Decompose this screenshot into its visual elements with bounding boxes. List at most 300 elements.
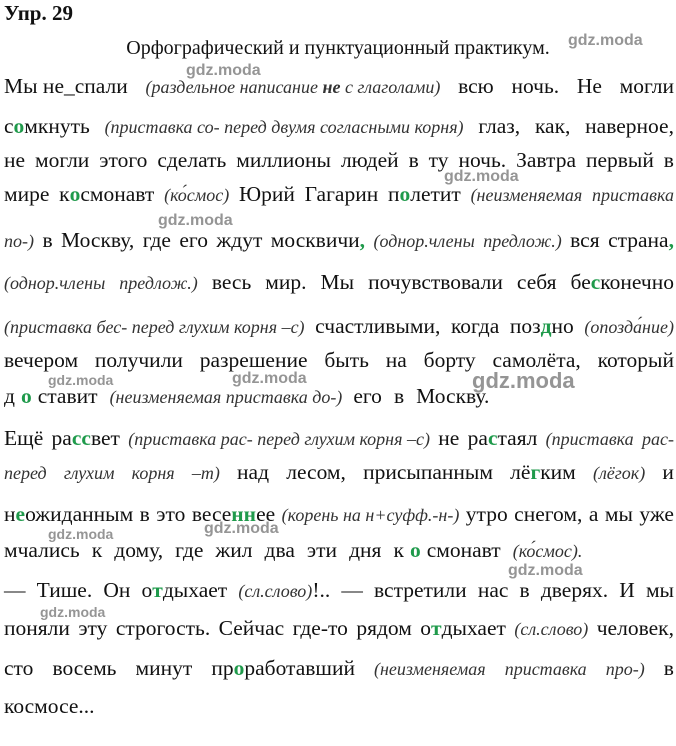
word: [374, 652, 486, 685]
grammar-note: (приставка бес- перед глухим корня –с): [4, 317, 305, 337]
word: [511, 70, 559, 103]
word-text: Не: [576, 74, 602, 98]
word: [99, 144, 147, 176]
word-text: дверях.: [540, 578, 609, 602]
watermark: gdz.moda: [508, 562, 583, 579]
word: [52, 652, 116, 685]
word: [589, 498, 599, 531]
text-line: [4, 224, 674, 257]
word-text: в: [519, 578, 530, 602]
word-text: страна: [608, 228, 669, 252]
highlighted-letter: о: [20, 384, 32, 408]
word-text: к: [393, 538, 404, 562]
word-text: жил: [215, 538, 253, 562]
word: [584, 310, 674, 343]
word: [119, 266, 198, 299]
highlighted-letter: с: [487, 426, 498, 450]
word: [315, 310, 440, 343]
word: [608, 224, 674, 257]
word: [64, 456, 115, 489]
word-text: ставит: [37, 384, 98, 408]
watermark: gdz.moda: [158, 212, 233, 229]
word-text: ра: [467, 426, 488, 450]
word: [4, 178, 49, 211]
word: [586, 144, 654, 176]
grammar-note: (неизменяемая: [374, 659, 486, 679]
word: [592, 178, 674, 211]
word-text: космосе...: [4, 694, 95, 718]
highlighted-letter: сс: [71, 426, 91, 450]
word: [639, 498, 674, 531]
word: [593, 456, 645, 489]
word-text: смонавт: [426, 538, 501, 562]
word: [142, 574, 228, 607]
word: [4, 690, 101, 722]
word: [37, 574, 93, 607]
word-text: !..: [312, 578, 331, 602]
word: [35, 144, 89, 176]
word-text: всю: [458, 74, 494, 98]
word: [293, 612, 348, 645]
word: [236, 144, 331, 176]
grammar-note: (неизменяемая приставка до-): [109, 387, 343, 407]
word-text: первый: [585, 148, 654, 172]
word-text: в: [408, 148, 419, 172]
word-text: мы: [604, 502, 633, 526]
word-text: бе: [570, 270, 591, 294]
word: [349, 534, 387, 567]
word-text: как,: [534, 114, 571, 138]
grammar-note: перед: [4, 463, 47, 483]
word: [598, 344, 674, 376]
word: [271, 224, 365, 257]
watermark: gdz.moda: [472, 368, 575, 393]
text-line: [4, 652, 674, 685]
word: [597, 612, 674, 645]
word-text: присыпанным: [363, 460, 493, 484]
watermark: gdz.moda: [444, 168, 519, 185]
word-text: ее: [256, 502, 276, 526]
word-text: Сейчас: [218, 616, 285, 640]
word-text: наверное,: [585, 114, 674, 138]
word: [132, 456, 175, 489]
word: [4, 110, 90, 143]
watermark: gdz.moda: [568, 32, 643, 49]
watermark: gdz.moda: [186, 62, 261, 79]
grammar-note: (лёгок): [592, 463, 646, 483]
highlighted-letter: о: [233, 656, 245, 680]
word-text: лё: [510, 460, 531, 484]
word-text: о: [420, 616, 432, 640]
text-line: [4, 456, 674, 489]
word-text: где: [142, 228, 171, 252]
word-text: могли: [619, 74, 674, 98]
word: [215, 534, 258, 567]
word-text: уже: [639, 502, 674, 526]
grammar-note: про-): [605, 659, 645, 679]
word: [438, 422, 459, 455]
word: [52, 422, 120, 455]
word-text: борту: [423, 348, 476, 372]
word-text: счастливыми,: [315, 314, 441, 338]
word: [466, 498, 508, 531]
word-text: два: [264, 538, 295, 562]
grammar-note: приставка: [591, 185, 674, 205]
word-text: людей: [340, 148, 399, 172]
word-text: ночь.: [511, 74, 560, 98]
word: [4, 652, 33, 685]
word: [341, 144, 399, 176]
word: [192, 456, 220, 489]
word-text: сделать: [157, 148, 227, 172]
word-text: —: [341, 578, 363, 602]
word-text: весь: [211, 270, 252, 294]
watermark: gdz.moda: [204, 520, 279, 537]
word: [517, 266, 557, 299]
word: [116, 612, 210, 645]
word: [4, 456, 47, 489]
word-text: весе: [191, 502, 232, 526]
word-text: в: [393, 384, 405, 408]
word-text: не: [438, 426, 460, 450]
word-text: разрешение: [199, 348, 308, 372]
word-text: получили: [94, 348, 183, 372]
word-text: дыхает: [162, 578, 228, 602]
word: [341, 574, 363, 607]
word: [577, 70, 602, 103]
word: [619, 574, 635, 607]
word: [211, 652, 355, 685]
word: [265, 266, 306, 299]
word-text: летит: [410, 182, 461, 206]
word: [363, 456, 493, 489]
word: [4, 224, 34, 257]
word-text: могли: [35, 148, 90, 172]
highlighted-letter: т: [152, 578, 163, 602]
grammar-note: (сл.слово): [238, 581, 313, 601]
word: [386, 344, 407, 376]
word-text: к: [91, 538, 103, 562]
word: [646, 574, 674, 607]
word-text: п: [387, 182, 400, 206]
word: [620, 70, 674, 103]
word: [451, 310, 499, 343]
word-text: почувствовали: [368, 270, 503, 294]
text-line: [4, 70, 674, 103]
word: [4, 574, 26, 607]
highlighted-letter: о: [409, 538, 421, 562]
word-text: ожиданным: [25, 502, 134, 526]
word: [321, 266, 355, 299]
word-text: ким: [540, 460, 576, 484]
text-line: [4, 266, 674, 299]
watermark: gdz.moda: [48, 526, 114, 542]
word: [61, 224, 134, 257]
grammar-note: по-): [4, 231, 34, 251]
word-text: человек,: [596, 616, 674, 640]
word-text: где: [175, 538, 204, 562]
word: [606, 652, 645, 685]
word: [105, 110, 464, 143]
word-text: миллионы: [236, 148, 331, 172]
grammar-note: (раздельное написание: [145, 77, 323, 97]
grammar-note: (приставка: [545, 429, 634, 449]
word-text: восемь: [52, 656, 117, 680]
word: [505, 652, 587, 685]
word: [409, 144, 419, 176]
word-text: в: [663, 656, 674, 680]
grammar-note: (приставка рас- перед глухим корня –с): [128, 429, 430, 449]
word: [662, 456, 674, 489]
word: [305, 178, 379, 211]
text-line: [4, 144, 674, 176]
word-text: снегом,: [514, 502, 583, 526]
word-text: д: [4, 384, 15, 408]
word: [175, 534, 209, 567]
grammar-note: (приставка со- перед двумя согласными корня): [104, 117, 464, 137]
grammar-note: да́ние): [623, 317, 674, 337]
word-text: ночь.: [458, 148, 507, 172]
text-line: [4, 422, 674, 455]
grammar-note: предлож.): [483, 231, 562, 251]
grammar-note: (сл.слово): [514, 619, 589, 639]
word-text: вечером: [4, 348, 79, 372]
word-text: нас: [477, 578, 509, 602]
word-text: эту: [78, 616, 108, 640]
word-text: вся: [570, 228, 600, 252]
text-line: [4, 690, 674, 722]
word-text: вет: [90, 426, 120, 450]
grammar-note: оз: [608, 317, 624, 337]
word-text: мкнуть: [24, 114, 90, 138]
word-text: пр: [211, 656, 234, 680]
word-text: а: [588, 502, 599, 526]
word: [420, 612, 506, 645]
word-text: Москву,: [61, 228, 135, 252]
highlighted-letter: ,: [668, 228, 674, 252]
highlighted-letter: о: [399, 182, 411, 206]
word: [368, 266, 503, 299]
word-text: Он: [103, 578, 131, 602]
word-text: утро: [465, 502, 508, 526]
word: [59, 178, 154, 211]
word: [4, 144, 25, 176]
watermark: gdz.moda: [48, 372, 114, 388]
text-line: [4, 310, 674, 343]
word-text: этого: [99, 148, 148, 172]
word-text: себя: [516, 270, 557, 294]
highlighted-letter: нн: [231, 502, 257, 526]
word-text: мчались: [4, 538, 80, 562]
word: [156, 498, 185, 531]
word-text: о: [141, 578, 153, 602]
word: [4, 422, 43, 455]
word-text: быть: [324, 348, 369, 372]
exercise-subtitle: Орфографический и пунктуационный практикум.: [126, 37, 550, 59]
word-text: —: [4, 578, 26, 602]
highlighted-letter: г: [530, 460, 541, 484]
word: [571, 266, 674, 299]
word: [514, 612, 588, 645]
word: [458, 70, 494, 103]
word: [324, 344, 369, 376]
word: [514, 498, 582, 531]
word-text: рядом: [356, 616, 412, 640]
word-text: глаз,: [478, 114, 521, 138]
word-text: ра: [51, 426, 72, 450]
grammar-note: приставка: [504, 659, 587, 679]
word: [237, 456, 269, 489]
grammar-note: глухим: [63, 463, 115, 483]
word: [478, 110, 520, 143]
grammar-note: (неизменяемая: [470, 185, 583, 205]
word-text: на: [385, 348, 407, 372]
word-text: встретили: [374, 578, 467, 602]
word: [373, 224, 474, 257]
word-text: Завтра: [516, 148, 576, 172]
word-text: конечно: [600, 270, 674, 294]
word-text: дыхает: [441, 616, 506, 640]
word: [238, 574, 330, 607]
text-line: [4, 178, 674, 211]
word: [307, 534, 343, 567]
word-text: ту: [428, 148, 449, 172]
word: [114, 534, 169, 567]
word-text: эти: [306, 538, 338, 562]
word-text: его: [353, 384, 382, 408]
word-text: Тише.: [36, 578, 93, 602]
word-text: Мы: [320, 270, 355, 294]
word-text: таял: [497, 426, 538, 450]
exercise-heading: Упр. 29: [4, 1, 73, 25]
word-text: Ещё: [4, 426, 44, 450]
word: [4, 70, 128, 103]
word: [103, 574, 130, 607]
highlighted-letter: ,: [359, 228, 366, 252]
word-text: н: [4, 502, 16, 526]
word-text: ждут: [216, 228, 263, 252]
word-text: Москву.: [416, 384, 490, 408]
word: [353, 380, 388, 413]
word: [664, 652, 674, 685]
word-text: над: [237, 460, 270, 484]
word-text: который: [597, 348, 674, 372]
word-text: москвичи: [270, 228, 360, 252]
grammar-note-bold: не: [322, 77, 341, 97]
watermark: gdz.moda: [40, 604, 106, 620]
word: [478, 574, 509, 607]
word: [157, 144, 226, 176]
word: [282, 498, 460, 531]
word: [4, 266, 105, 299]
word-text: Гагарин: [304, 182, 379, 206]
highlighted-letter: с: [590, 270, 601, 294]
word: [286, 456, 346, 489]
word: [483, 224, 562, 257]
word-text: и: [662, 460, 674, 484]
word: [535, 110, 570, 143]
word-text: но: [551, 314, 574, 338]
grammar-note: (оп: [584, 317, 609, 337]
word: [510, 310, 574, 343]
word-text: где-то: [292, 616, 348, 640]
word-text: лесом,: [286, 460, 346, 484]
word-text: это: [156, 502, 186, 526]
word: [219, 612, 285, 645]
word: [570, 224, 599, 257]
word-text: И: [619, 578, 635, 602]
word: [356, 612, 412, 645]
word-text: самолёта,: [492, 348, 581, 372]
highlighted-letter: е: [15, 502, 26, 526]
highlighted-letter: о: [69, 182, 81, 206]
word: [140, 498, 150, 531]
word-text: сто: [4, 656, 34, 680]
word: [605, 498, 633, 531]
word: [642, 422, 674, 455]
word-text: мир.: [265, 270, 307, 294]
grammar-note: (однор.члены: [4, 273, 106, 293]
word-text: Мы не_спали: [4, 74, 128, 98]
word-text: строгость.: [115, 616, 211, 640]
word-text: смонавт: [80, 182, 155, 206]
word-text: его: [179, 228, 208, 252]
word-text: мы: [645, 578, 674, 602]
word: [212, 266, 251, 299]
grammar-note: рас-: [641, 429, 674, 449]
word: [585, 110, 674, 143]
word-text: работавший: [244, 656, 355, 680]
word: [265, 534, 301, 567]
grammar-note: (однор.члены: [373, 231, 475, 251]
word: [239, 178, 295, 211]
word: [516, 144, 576, 176]
word-text: в: [42, 228, 53, 252]
word: [164, 178, 229, 211]
grammar-note: с глаголами): [340, 77, 441, 97]
grammar-note: (ко́смос): [164, 185, 230, 205]
word-text: не: [4, 148, 26, 172]
word: [374, 574, 467, 607]
grammar-note: (ко́смос).: [512, 541, 583, 561]
highlighted-letter: о: [13, 114, 25, 138]
text-line: [4, 110, 674, 143]
word: [664, 144, 674, 176]
word: [394, 380, 410, 413]
word-text: в: [663, 148, 674, 172]
highlighted-letter: д: [540, 314, 552, 338]
word: [128, 422, 430, 455]
word: [110, 380, 348, 413]
grammar-note: предлож.): [119, 273, 198, 293]
watermark: gdz.moda: [232, 370, 307, 387]
word: [4, 310, 305, 343]
word-text: поняли: [4, 616, 70, 640]
word-text: к: [59, 182, 70, 206]
word: [136, 652, 193, 685]
word: [468, 422, 538, 455]
word-text: с: [4, 114, 14, 138]
word-text: мире: [4, 182, 50, 206]
word-text: минут: [135, 656, 193, 680]
word-text: поз: [509, 314, 541, 338]
grammar-note: корня: [131, 463, 175, 483]
word: [546, 422, 634, 455]
word-text: Юрий: [239, 182, 295, 206]
highlighted-letter: т: [431, 616, 442, 640]
word-text: когда: [450, 314, 500, 338]
grammar-note: –т): [191, 463, 220, 483]
